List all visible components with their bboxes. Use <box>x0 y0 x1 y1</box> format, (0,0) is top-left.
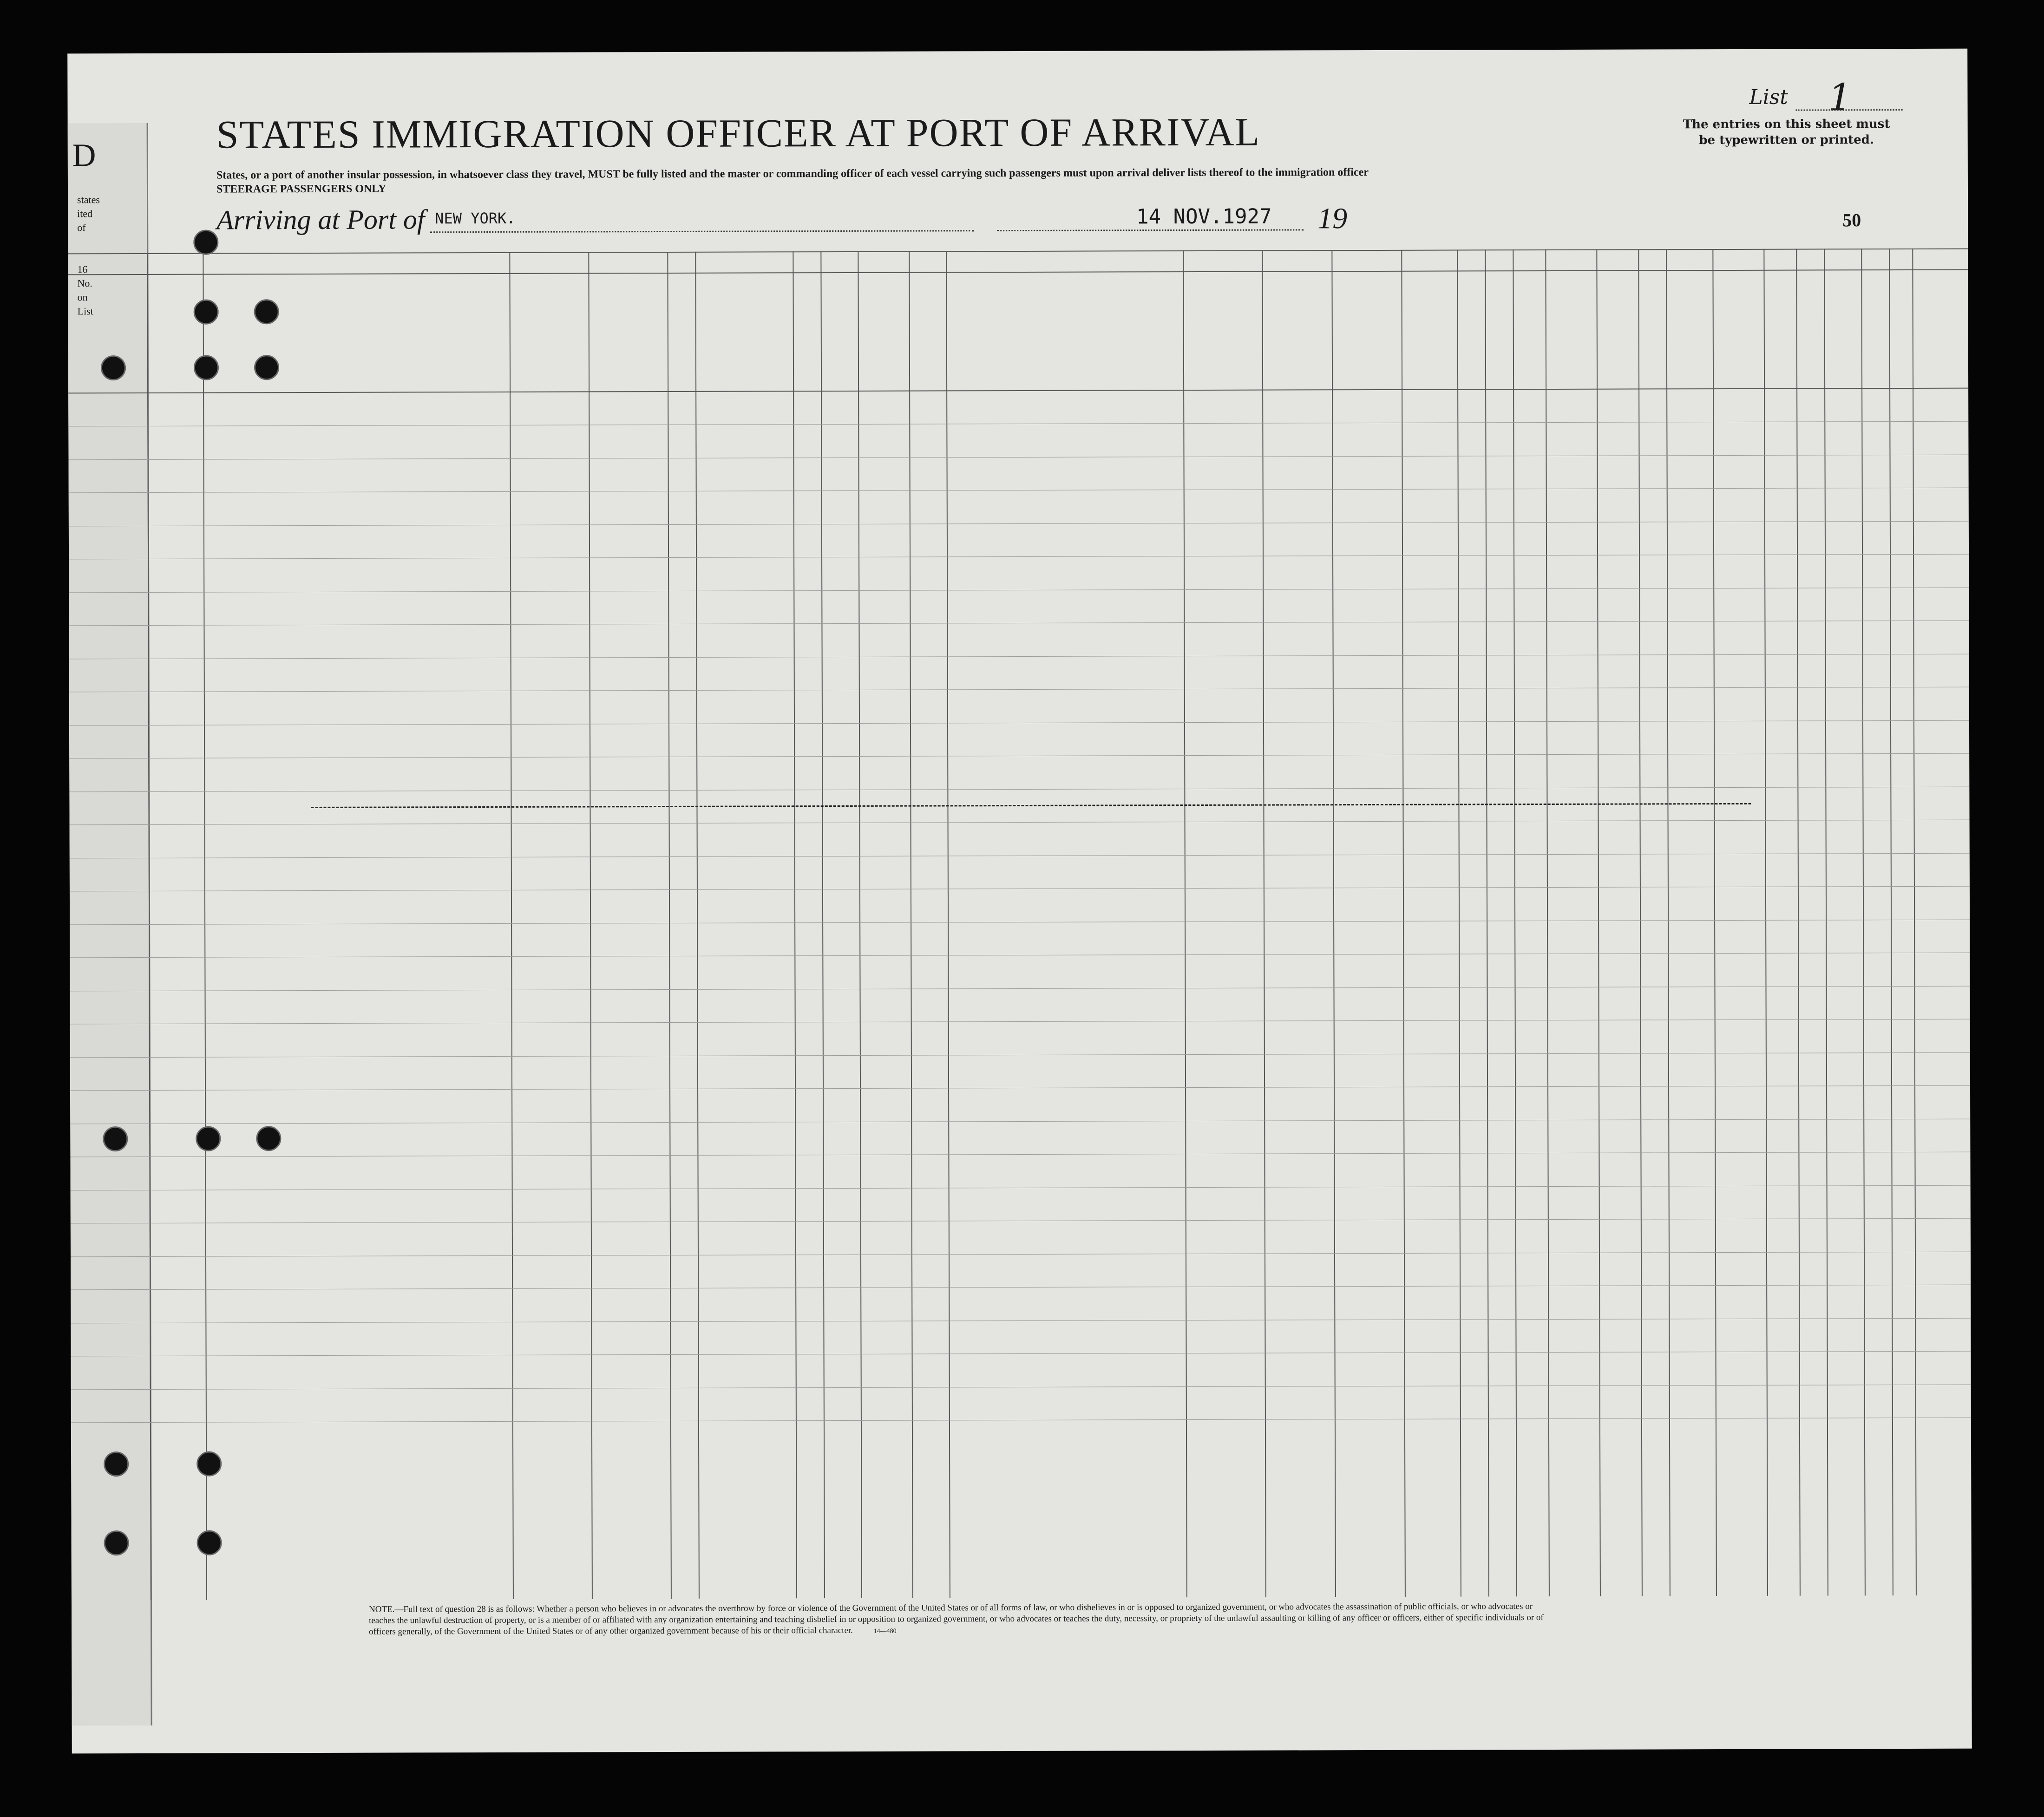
header-anarchist <box>1461 278 1462 389</box>
header-rule <box>68 269 1968 275</box>
column-divider <box>1262 250 1266 1597</box>
column-divider <box>1401 250 1406 1597</box>
punch-holes <box>67 49 1967 54</box>
column-number <box>909 254 1183 255</box>
row-rule <box>69 786 1969 792</box>
column-divider <box>1824 248 1828 1595</box>
column-divider <box>1545 249 1550 1596</box>
column-divider <box>793 251 797 1598</box>
column-divider <box>1889 248 1893 1595</box>
row-rule <box>71 1318 1971 1323</box>
punch-hole <box>254 299 279 324</box>
list-note: The entries on this sheet must be typewritten or printed. <box>1683 117 1890 148</box>
column-number <box>1861 252 1968 253</box>
row-rule <box>70 820 1970 825</box>
punch-hole <box>197 1530 222 1556</box>
punch-hole <box>194 300 219 325</box>
column-divider <box>946 251 950 1598</box>
row-rule <box>70 1085 1970 1091</box>
strip-text: states <box>77 194 100 206</box>
header-rule <box>68 248 1968 255</box>
column-divider <box>588 252 593 1599</box>
row-rule <box>71 1185 1971 1190</box>
column-divider <box>509 252 514 1599</box>
column-divider <box>1638 249 1643 1596</box>
column-divider <box>1513 249 1517 1596</box>
row-rule <box>69 521 1969 526</box>
column-divider <box>203 253 207 1600</box>
strip-text: List <box>77 305 93 317</box>
column-divider <box>1861 248 1866 1595</box>
left-page-strip: D states ited of 16 No. on List <box>68 123 152 1725</box>
row-rule <box>70 853 1970 858</box>
header-citizenship <box>1336 287 1337 389</box>
column-number <box>203 256 509 257</box>
header-rule <box>68 388 1968 394</box>
strip-text: 16 <box>77 263 88 275</box>
footnote <box>369 1601 1558 1639</box>
column-divider <box>1796 249 1801 1596</box>
column-divider <box>147 253 151 1600</box>
port-label: Arriving at Port of <box>216 204 425 235</box>
column-divider <box>695 252 700 1599</box>
year-prefix: 19 <box>1317 202 1348 235</box>
column-divider <box>1457 250 1461 1597</box>
row-rule <box>69 687 1969 693</box>
strip-text: of <box>77 222 86 234</box>
row-rule <box>70 919 1970 925</box>
row-rule <box>70 1019 1970 1025</box>
column-divider <box>858 251 862 1598</box>
punch-hole <box>194 355 219 380</box>
footnote-text: NOTE.—Full text of question 28 is as follows: Whether a person who believes in or advocates the overthrow by force or violence of the Government of the United States or of all forms of law, or who disbelieves in or is opposed to organized government, or who advocates the assassination of public officials, or who advocates or teaches the unlawful destruction of property, or is a member of or affiliated with any organization entertaining and teaching disbelief in or opposition to organized government, or who advocates or teaches the duty, necessity, or propriety of the unlawful assaulting or killing of any officer or officers, either of specific individuals or of officers generally, of the Government of the United States or of any other organized government because of his or their official character. <box>368 1601 1544 1637</box>
column-divider <box>1763 249 1768 1596</box>
strike-line <box>311 803 1751 808</box>
strip-text: No. <box>77 277 92 289</box>
arrival-date: 14 NOV.1927 <box>1136 204 1272 229</box>
row-rule <box>69 621 1969 626</box>
row-rule <box>68 421 1968 427</box>
port-value: NEW YORK. <box>435 209 516 228</box>
strip-text: ited <box>77 208 93 220</box>
row-rule <box>69 753 1969 759</box>
row-rule <box>70 1052 1970 1058</box>
column-divider <box>1912 248 1917 1595</box>
sheet-number: 50 <box>1842 209 1861 231</box>
row-rule <box>71 1285 1971 1290</box>
column-divider <box>1485 249 1489 1596</box>
row-rule <box>69 720 1969 725</box>
row-rule <box>71 1418 1971 1423</box>
page-title: STATES IMMIGRATION OFFICER AT PORT OF ARRIVAL <box>216 109 1261 157</box>
row-rule <box>70 953 1970 958</box>
punch-hole <box>104 1451 129 1477</box>
subtitle-steerage: STEERAGE PASSENGERS ONLY <box>216 183 387 196</box>
subtitle-text: States, or a port of another insular possession, in whatsoever class they travel, MUST be fully listed and the master or commanding officer of each vessel carrying such passengers must upon arrival deliver lists thereof to the immigration officer <box>216 166 1369 182</box>
row-rule <box>70 1118 1970 1124</box>
punch-hole <box>256 1126 281 1151</box>
row-rule <box>69 554 1969 560</box>
header-labor-offer <box>1517 277 1518 389</box>
row-rule <box>71 1251 1971 1257</box>
column-divider <box>1666 249 1671 1596</box>
row-rule <box>70 986 1970 991</box>
page-subtitle <box>216 164 1657 196</box>
punch-hole <box>254 355 279 380</box>
row-rule <box>70 886 1970 892</box>
row-rule <box>71 1351 1971 1357</box>
manifest-table <box>68 248 1972 1601</box>
punch-hole <box>193 230 218 255</box>
punch-hole <box>101 355 126 380</box>
header-purpose <box>1187 275 1396 276</box>
strip-text: on <box>77 291 88 303</box>
row-rule <box>69 587 1969 593</box>
column-divider <box>1331 250 1336 1597</box>
column-divider <box>820 251 825 1598</box>
list-number: 1 <box>1828 76 1852 119</box>
list-label: List <box>1749 85 1788 109</box>
footnote-code: 14—480 <box>873 1627 897 1635</box>
row-rule <box>69 454 1969 460</box>
header-overthrow <box>1489 277 1490 389</box>
row-rule <box>70 1152 1970 1157</box>
manifest-sheet <box>67 49 1972 1754</box>
column-divider <box>667 252 672 1599</box>
column-divider <box>1183 250 1187 1597</box>
row-rule <box>71 1384 1971 1390</box>
column-divider <box>909 251 913 1598</box>
header-fifty-dollars <box>797 279 798 391</box>
punch-hole <box>197 1451 222 1477</box>
column-divider <box>1712 249 1717 1596</box>
row-rule <box>69 488 1969 493</box>
column-divider <box>1968 248 1972 1595</box>
row-rule <box>69 654 1969 659</box>
punch-hole <box>103 1126 128 1151</box>
row-rule <box>71 1218 1971 1224</box>
punch-hole <box>196 1126 221 1151</box>
column-divider <box>1596 249 1601 1596</box>
punch-hole <box>104 1530 129 1556</box>
